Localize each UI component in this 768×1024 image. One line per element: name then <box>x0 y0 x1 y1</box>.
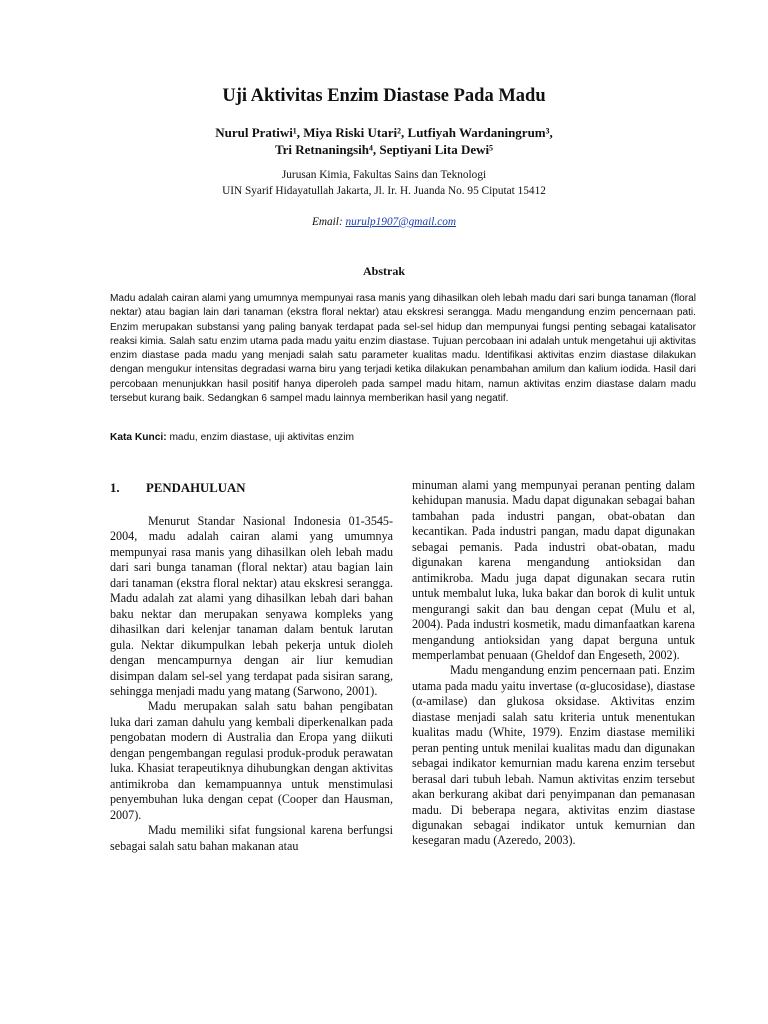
section-heading <box>110 481 246 496</box>
paragraph: Madu merupakan salah satu bahan pengibatan luka dari zaman dahulu yang kembali diperkenalkan pada pengobatan modern di Australia dan Eropa yang diikuti dengan pengembangan regulasi produk-produk perawatan luka. Khasiat terapeutiknya dihubungkan dengan aktivitas antimikroba dan kemampuannya untuk menstimulasi penyembuhan luka dengan cepat (Cooper dan Hausman, 2007). <box>110 699 393 822</box>
email-link[interactable]: nurulp1907@gmail.com <box>345 216 457 228</box>
keywords-text: madu, enzim diastase, uji aktivitas enzim <box>166 432 355 443</box>
section-number: 1. <box>110 481 120 495</box>
paragraph: Menurut Standar Nasional Indonesia 01-3545-2004, madu adalah cairan alami yang umumnya mempunyai rasa manis yang dihasilkan oleh lebah madu dari sari bunga tanaman (floral nektar) atau bagian lain dari tanaman (ekstra floral nektar) atau ekskresi serangga. Madu adalah zat alami yang dihasilkan lebah dari bahan baku nektar dan merupakan senyawa kompleks yang dihasilkan dari kelenjar tanaman dalam bentuk larutan gula. Nektar dikumpulkan lebah pekerja untuk dioleh dengan mencampurnya dengan air liur kemudian disimpan dalam sel-sel yang terdapat pada sisiran sarang, sehingga menjadi madu yang matang (Sarwono, 2001). <box>110 514 393 698</box>
email-label: Email: <box>311 216 346 228</box>
paper-title: Uji Aktivitas Enzim Diastase Pada Madu <box>222 86 546 106</box>
keywords-label: Kata Kunci: <box>110 432 167 443</box>
affiliation-line-2: UIN Syarif Hidayatullah Jakarta, Jl. Ir. H. Juanda No. 95 Ciputat 15412 <box>222 185 546 197</box>
section-title: PENDAHULUAN <box>146 481 246 495</box>
authors-line-1: Nurul Pratiwi¹, Miya Riski Utari², Lutfiyah Wardaningrum³, <box>215 125 553 140</box>
right-column <box>412 478 695 849</box>
author-list <box>0 124 768 158</box>
paragraph: minuman alami yang mempunyai peranan penting dalam kehidupan manusia. Madu dapat digunakan sebagai bahan tambahan pada industri pangan, obat-obatan dan kecantikan. Pada industri pangan, madu dapat digunakan sebagai pemanis. Pada industri obat-obatan, madu digunakan karena mengandung antioksidan dan antimikroba. Madu juga dapat digunakan secara rutin untuk membalut luka, luka bakar dan borok di kulit untuk mengurangi sakit dan bau dengan cepat (Mulu et al, 2004). Pada industri kosmetik, madu dimanfaatkan karena mengandung antioksidan yang dapat berguna untuk memperlambat penuaan (Gheldof dan Engeseth, 2002). <box>412 478 695 662</box>
paragraph: Madu mengandung enzim pencernaan pati. Enzim utama pada madu yaitu invertase (α-glucosidase), diastase (α-amilase) dan glukosa oksidase. Aktivitas enzim diastase menjadi salah satu kriteria untuk menentukan kualitas madu (White, 1979). Enzim diastase memiliki peran penting untuk menilai kualitas madu dan digunakan sebagai indikator kemurnian madu karena enzim tersebut berasal dari tubuh lebah. Namun aktivitas enzim tersebut akan berkurang akibat dari penyimpanan dan pemanasan madu. Di beberapa negara, aktivitas enzim diastase digunakan sebagai indikator untuk kemurnian dan kesegaran madu (Azeredo, 2003). <box>412 663 695 848</box>
authors-line-2: Tri Retnaningsih⁴, Septiyani Lita Dewi⁵ <box>274 142 494 157</box>
paragraph: Madu memiliki sifat fungsional karena berfungsi sebagai salah satu bahan makanan atau <box>110 823 393 853</box>
affiliation-line-1: Jurusan Kimia, Fakultas Sains dan Teknologi <box>281 169 487 181</box>
affiliation <box>0 167 768 199</box>
abstract-text: Madu adalah cairan alami yang umumnya mempunyai rasa manis yang dihasilkan oleh lebah madu dari sari bunga tanaman (floral nektar) atau bagian lain dari tanaman (ekstra floral nektar) atau ekskresi serangga. Madu mengandung enzim pencernaan pati. Enzim merupakan substansi yang paling banyak terdapat pada sel-sel hidup dan mempunyai fungsi penting sebagai katalisator reaksi kimia. Salah satu enzim utama pada madu yaitu enzim diastase. Tujuan percobaan ini adalah untuk mengetahui uji aktivitas enzim diastase pada madu yang menjadi salah satu parameter kualitas madu. Identifikasi aktivitas enzim diastase dilakukan dengan mengukur intensitas degradasi warna biru yang terjadi ketika dilakukan penambahan amilum dan kalium iodida. Hasil dari percobaan menunjukkan hasil positif hanya diperoleh pada sampel madu hitam, namun aktivitas enzim diastase dalam madu tersebut kurang baik. Sedangkan 6 sampel madu lainnya memberikan hasil yang negatif. <box>110 293 696 405</box>
abstract-body <box>110 292 696 406</box>
left-column <box>110 514 393 854</box>
keywords <box>110 432 696 443</box>
abstract-heading: Abstrak <box>362 264 405 278</box>
email-line <box>0 216 768 228</box>
